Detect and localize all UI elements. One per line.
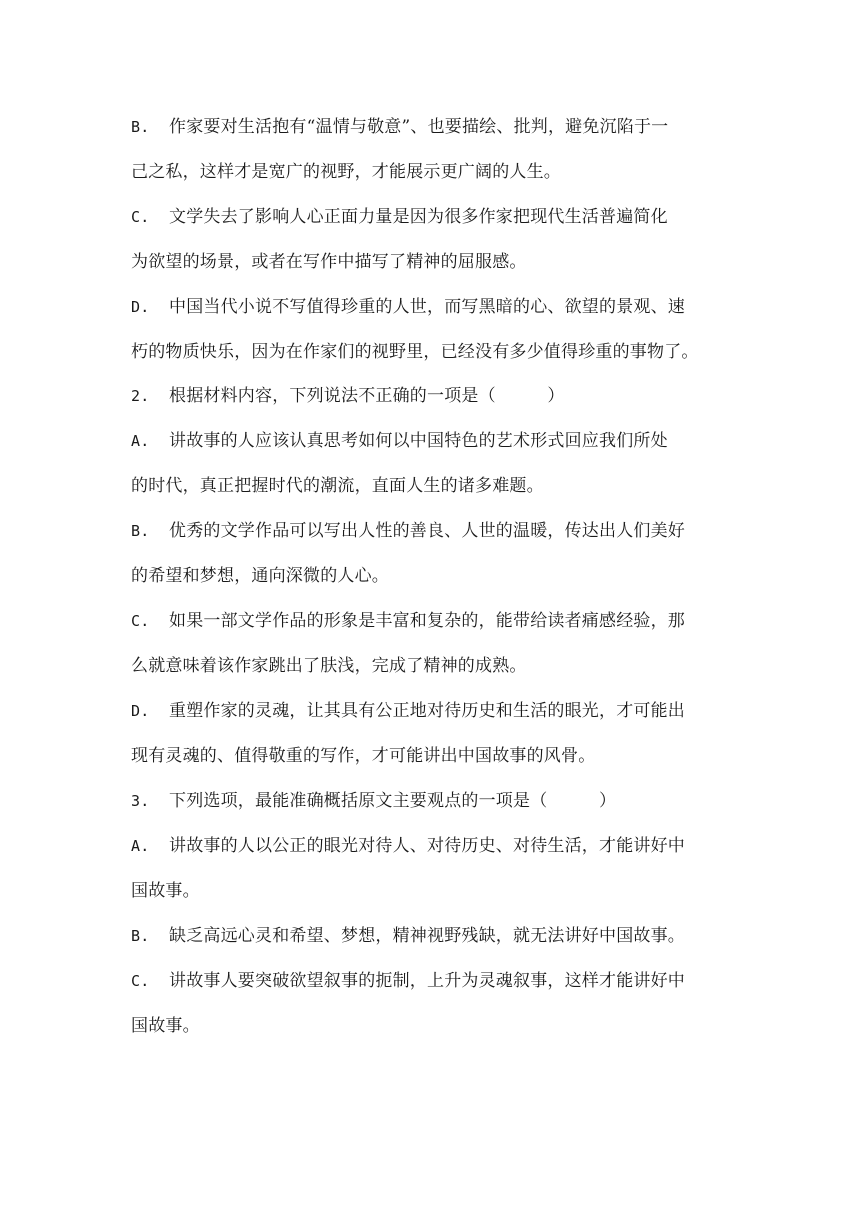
option-text: 现有灵魂的、值得敬重的写作，才可能讲出中国故事的风骨。 <box>131 746 596 766</box>
question-number: 2. <box>131 387 150 405</box>
option-label: C. <box>131 612 150 630</box>
option-label: D. <box>131 298 150 316</box>
option-label: B. <box>131 118 150 136</box>
option-text: 己之私，这样才是宽广的视野，才能展示更广阔的人生。 <box>131 162 561 182</box>
continuation-line <box>131 340 741 364</box>
continuation-line <box>131 1014 741 1038</box>
option-a-line <box>131 429 741 453</box>
option-text: 缺乏高远心灵和希望、梦想，精神视野残缺，就无法讲好中国故事。 <box>169 926 685 946</box>
option-text: 的希望和梦想，通向深微的人心。 <box>131 566 389 586</box>
option-text: 为欲望的场景，或者在写作中描写了精神的屈服感。 <box>131 252 527 272</box>
option-text: 重塑作家的灵魂，让其具有公正地对待历史和生活的眼光，才可能出 <box>169 701 685 721</box>
option-text: 中国当代小说不写值得珍重的人世，而写黑暗的心、欲望的景观、速 <box>169 297 685 317</box>
option-label: B. <box>131 927 150 945</box>
option-text: 朽的物质快乐，因为在作家们的视野里，已经没有多少值得珍重的事物了。 <box>131 342 699 362</box>
question-3-line <box>131 789 741 813</box>
option-label: A. <box>131 837 150 855</box>
question-2-line <box>131 384 741 408</box>
option-label: A. <box>131 432 150 450</box>
option-label: D. <box>131 702 150 720</box>
option-b-line <box>131 519 741 543</box>
continuation-line <box>131 564 741 588</box>
continuation-line <box>131 250 741 274</box>
option-text: 国故事。 <box>131 881 200 901</box>
continuation-line <box>131 160 741 184</box>
option-label: B. <box>131 522 150 540</box>
option-text: 讲故事的人应该认真思考如何以中国特色的艺术形式回应我们所处 <box>169 431 668 451</box>
option-text: 讲故事的人以公正的眼光对待人、对待历史、对待生活，才能讲好中 <box>169 836 685 856</box>
option-b-line <box>131 115 741 139</box>
option-a-line <box>131 834 741 858</box>
option-text: 的时代，真正把握时代的潮流，直面人生的诸多难题。 <box>131 476 544 496</box>
option-text: 如果一部文学作品的形象是丰富和复杂的，能带给读者痛感经验，那 <box>169 611 685 631</box>
continuation-line <box>131 654 741 678</box>
continuation-line <box>131 744 741 768</box>
question-text: 根据材料内容，下列说法不正确的一项是（ ） <box>169 386 565 406</box>
option-c-line <box>131 205 741 229</box>
option-text: 国故事。 <box>131 1016 200 1036</box>
option-text: 么就意味着该作家跳出了肤浅，完成了精神的成熟。 <box>131 656 527 676</box>
option-text: 讲故事人要突破欲望叙事的扼制，上升为灵魂叙事，这样才能讲好中 <box>169 971 685 991</box>
question-text: 下列选项，最能准确概括原文主要观点的一项是（ ） <box>169 791 617 811</box>
option-b-line <box>131 924 741 948</box>
option-text: 作家要对生活抱有“温情与敬意”、也要描绘、批判，避免沉陷于一 <box>169 117 669 137</box>
option-text: 优秀的文学作品可以写出人性的善良、人世的温暖，传达出人们美好 <box>169 521 685 541</box>
option-label: C. <box>131 972 150 990</box>
question-number: 3. <box>131 792 150 810</box>
option-label: C. <box>131 208 150 226</box>
continuation-line <box>131 879 741 903</box>
option-d-line <box>131 295 741 319</box>
option-text: 文学失去了影响人心正面力量是因为很多作家把现代生活普遍简化 <box>169 207 668 227</box>
option-d-line <box>131 699 741 723</box>
option-c-line <box>131 969 741 993</box>
option-c-line <box>131 609 741 633</box>
continuation-line <box>131 474 741 498</box>
